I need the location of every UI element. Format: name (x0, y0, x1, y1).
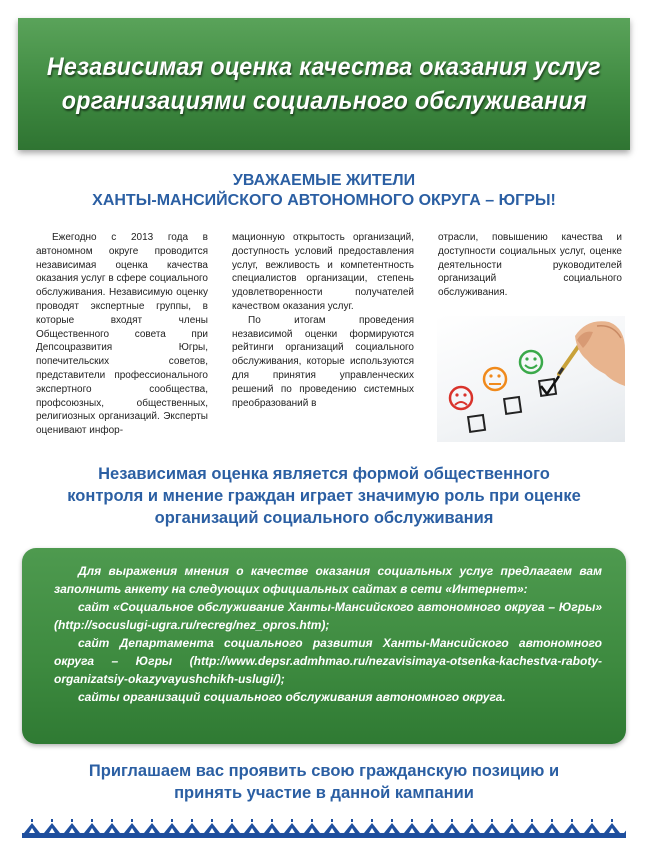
happy-face-icon (520, 351, 542, 373)
sad-face-icon (450, 387, 472, 409)
ornament-border (22, 818, 626, 838)
article-paragraph: мационную открытость организаций, доступность условий предоставления услуг, вежливость и компетентность специалистов организации, степень удовлетворенности получателей качеством оказания услуг. (232, 232, 414, 312)
article-paragraph: По итогам проведения независимой оценки формируются рейтинги организаций социального обслуживания, которые используются для принятия управленческих решений по проведению системных преобразований в (232, 314, 414, 409)
article-column-2 (232, 231, 414, 410)
article-paragraph: Ежегодно с 2013 года в автономном округе проводится независимая оценка качества оказания услуг в сфере социального обслуживания. Независимую оценку проводят экспертные группы, в которые входят члены Общественного совета при Депсоцразвития Югры, попечительских советов, представители профессионального экспертного сообщества, профсоюзных, общественных, религиозных организаций. Эксперты оценивают инфор- (36, 232, 208, 437)
survey-info-text (54, 562, 602, 706)
checkbox-icon (504, 397, 521, 414)
greeting-line2: ХАНТЫ-МАНСИЙСКОГО АВТОНОМНОГО ОКРУГА – ЮГРЫ! (92, 192, 556, 209)
article-column-3 (438, 231, 622, 300)
ornament-svg (22, 818, 626, 838)
survey-illustration-svg (437, 316, 625, 442)
survey-illustration (437, 316, 625, 442)
invitation-line: Приглашаем вас проявить свою гражданскую позицию и (88, 762, 560, 780)
checkbox-icon (468, 415, 485, 432)
neutral-face-icon (484, 368, 506, 390)
invitation-block (20, 760, 628, 804)
greeting-line1: УВАЖАЕМЫЕ ЖИТЕЛИ (232, 172, 416, 189)
survey-sites-note: сайты организаций социального обслуживания автономного округа. (78, 690, 506, 704)
survey-site-link-1[interactable]: сайт «Социальное обслуживание Ханты-Мансийского автономного округа – Югры» (http://socuslugi-ugra.ru/recreg/nez_opros.htm); (54, 600, 602, 632)
statement-line: Независимая оценка является формой общественного (98, 465, 550, 483)
survey-info-box (22, 548, 626, 744)
header-title-line2: организациями социального обслуживания (61, 87, 587, 115)
article-column-1 (36, 231, 208, 438)
statement-block (20, 463, 628, 529)
statement-line: контроля и мнение граждан играет значимую роль при оценке (67, 487, 581, 505)
hand-illustration (575, 321, 625, 386)
survey-intro: Для выражения мнения о качестве оказания социальных услуг предлагаем вам заполнить анкету на следующих официальных сайтах в сети «Интернет»: (54, 564, 602, 596)
article-paragraph: отрасли, повышению качества и доступности социальных услуг, оценке деятельности руководителей организаций социального обслуживания. (438, 232, 622, 299)
survey-site-link-2[interactable]: сайт Департамента социального развития Ханты-Мансийского автономного округа – Югры (http://www.depsr.admhmao.ru/nezavisimaya-otsenka-kachestva-raboty-organizatsiy-okazyvayushchikh-uslugi/); (54, 636, 602, 686)
invitation-line: принять участие в данной кампании (174, 784, 474, 802)
page-header (18, 18, 630, 150)
header-title-line1: Независимая оценка качества оказания услуг (46, 53, 602, 81)
statement-line: организаций социального обслуживания (154, 509, 494, 527)
